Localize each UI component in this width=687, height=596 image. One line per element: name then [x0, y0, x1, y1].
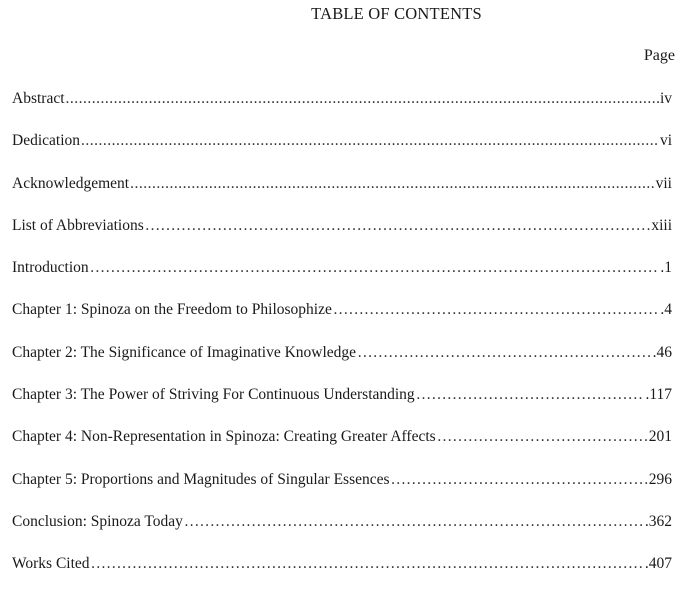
toc-entry-page: .46	[652, 343, 672, 361]
toc-entry-label: Chapter 5: Proportions and Magnitudes of Singular Essences	[12, 470, 390, 488]
dot-leader	[81, 130, 659, 152]
toc-entry-page: 296	[648, 470, 672, 488]
toc-entry-chapter-4[interactable]	[12, 426, 672, 468]
dot-leader	[357, 342, 652, 364]
dot-leader	[90, 257, 660, 279]
toc-entry-label: Conclusion: Spinoza Today	[12, 512, 183, 530]
toc-entry-page: xiii	[651, 216, 672, 234]
toc-entry-label: Dedication	[12, 132, 81, 150]
page-column-header: Page	[643, 47, 675, 64]
dot-leader	[184, 511, 644, 533]
dot-leader	[91, 553, 644, 575]
toc-entry-page: .117	[645, 386, 672, 404]
toc-entry-label: Chapter 2: The Significance of Imaginative Knowledge	[12, 343, 357, 361]
toc-entry-label: Abstract	[12, 90, 65, 107]
dot-leader	[145, 215, 651, 237]
toc-entry-label: Chapter 3: The Power of Striving For Continuous Understanding	[12, 386, 415, 404]
toc-entry-chapter-5[interactable]	[12, 469, 672, 511]
toc-entry-chapter-2[interactable]	[12, 342, 672, 384]
toc-entry-page: .362	[644, 512, 672, 530]
toc-title	[0, 4, 687, 24]
toc-entry-dedication[interactable]	[12, 130, 672, 172]
toc-entry-label: Chapter 1: Spinoza on the Freedom to Philosophize	[12, 301, 332, 319]
toc-entry-page: vi	[659, 132, 672, 150]
toc-entry-label: Introduction	[12, 259, 89, 277]
toc-entry-acknowledgement[interactable]	[12, 173, 672, 215]
dot-leader	[416, 384, 645, 406]
toc-entry-page: .4	[660, 301, 672, 319]
toc-entry-chapter-3[interactable]	[12, 384, 672, 426]
dot-leader	[391, 469, 648, 491]
toc-entry-label: List of Abbreviations	[12, 216, 144, 234]
dot-leader	[437, 426, 648, 448]
dot-leader	[130, 173, 655, 195]
toc-entry-label: Chapter 4: Non-Representation in Spinoza: Creating Greater Affects	[12, 428, 436, 446]
dot-leader	[333, 299, 660, 321]
toc-title-text: TABLE OF CONTENTS	[311, 4, 482, 23]
toc-entry-chapter-1[interactable]	[12, 299, 672, 341]
dot-leader	[66, 88, 659, 110]
toc-entry-page: iv	[659, 90, 672, 107]
toc-entry-page: 201	[648, 428, 672, 446]
toc-entry-introduction[interactable]	[12, 257, 672, 299]
toc-entry-label: Acknowledgement	[12, 174, 130, 192]
toc-entry-label: Works Cited	[12, 555, 90, 573]
toc-entry-page: .1	[660, 259, 672, 277]
toc-entry-abbreviations[interactable]	[12, 215, 672, 257]
toc-entry-page: .407	[644, 555, 672, 573]
toc-entry-conclusion[interactable]	[12, 511, 672, 553]
toc-list	[12, 88, 672, 596]
toc-entry-page: vii	[655, 174, 672, 192]
toc-entry-abstract[interactable]	[12, 88, 672, 130]
toc-entry-works-cited[interactable]	[12, 553, 672, 595]
